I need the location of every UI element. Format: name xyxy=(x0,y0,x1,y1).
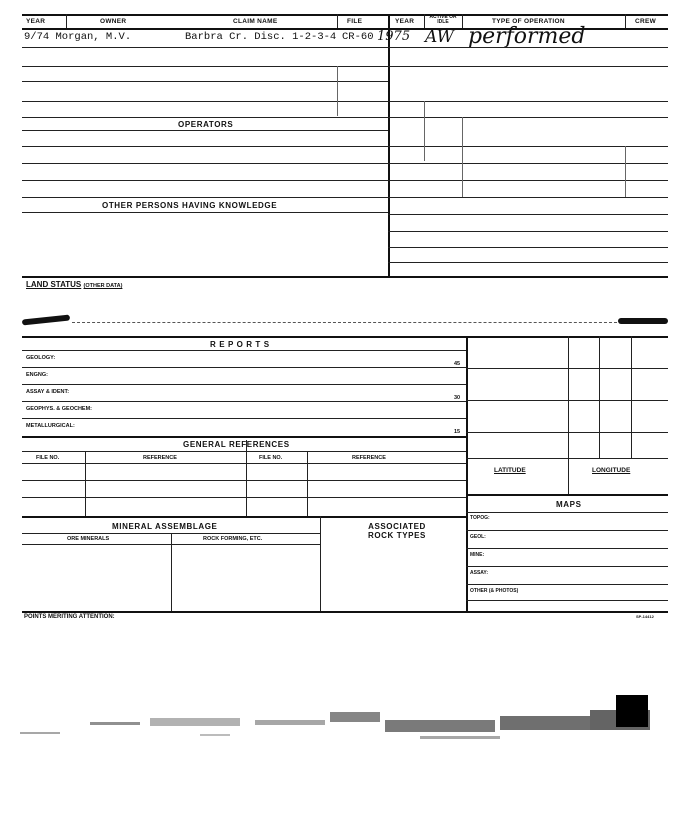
col-tick xyxy=(625,146,626,197)
general-references-title: GENERAL REFERENCES xyxy=(183,440,290,449)
row-rule xyxy=(22,463,466,464)
row-rule xyxy=(22,418,466,419)
top-border xyxy=(22,14,668,16)
gref-reference-2: REFERENCE xyxy=(352,455,386,461)
row-rule xyxy=(466,458,668,459)
report-engng: ENGNG: xyxy=(26,372,48,378)
row-rule xyxy=(388,197,668,198)
gref-reference: REFERENCE xyxy=(143,455,177,461)
reports-title: R E P O R T S xyxy=(210,340,270,349)
row-rule xyxy=(22,436,466,438)
claim-name-entry: Barbra Cr. Disc. 1-2-3-4 xyxy=(185,31,337,43)
row-rule xyxy=(466,494,668,496)
ink-smudge xyxy=(22,315,70,326)
header-claim-name: CLAIM NAME xyxy=(233,18,278,25)
col-sep xyxy=(337,14,338,28)
associated-rock-types-title: ASSOCIATED ROCK TYPES xyxy=(367,522,426,540)
mineral-assemblage-title: MINERAL ASSEMBLAGE xyxy=(112,522,218,531)
row-rule xyxy=(466,512,668,513)
active-handwritten: AW xyxy=(425,27,455,47)
col-tick xyxy=(424,101,425,161)
year-handwritten: 1975 xyxy=(377,29,411,44)
col-sep xyxy=(171,533,172,611)
row-rule xyxy=(388,247,668,248)
row-rule xyxy=(22,101,668,102)
operation-handwritten: performed xyxy=(468,24,586,49)
gref-file-no-2: FILE NO. xyxy=(259,455,283,461)
col-sep xyxy=(424,14,425,28)
col-sep xyxy=(66,14,67,28)
maps-geol: GEOL: xyxy=(470,534,486,540)
row-rule xyxy=(466,548,668,549)
row-rule xyxy=(388,231,668,232)
gref-file-no: FILE NO. xyxy=(36,455,60,461)
reports-top xyxy=(22,336,668,338)
row-rule xyxy=(22,212,388,213)
report-geology: GEOLOGY: xyxy=(26,355,56,361)
report-geophys: GEOPHYS. & GEOCHEM: xyxy=(26,406,93,412)
row-rule xyxy=(388,214,668,215)
ore-minerals-label: ORE MINERALS xyxy=(67,536,110,542)
row-rule xyxy=(22,451,466,452)
maps-assay: ASSAY: xyxy=(470,570,489,576)
header-crew: CREW xyxy=(635,18,657,25)
row-rule xyxy=(22,117,668,118)
col-sep xyxy=(320,516,321,611)
land-status-label xyxy=(26,280,122,289)
bottom-rule xyxy=(22,611,668,613)
maps-mine: MINE: xyxy=(470,552,485,558)
row-rule xyxy=(466,368,668,369)
row-rule xyxy=(466,584,668,585)
points-meriting-attention: POINTS MERITING ATTENTION: xyxy=(24,614,115,620)
row-rule xyxy=(22,47,668,48)
row-rule xyxy=(22,197,388,198)
row-rule xyxy=(22,130,388,131)
row-rule xyxy=(22,401,466,402)
col-tick xyxy=(337,66,338,116)
land-status-sub: (OTHER DATA) xyxy=(83,283,123,289)
col-sep xyxy=(462,14,463,28)
row-rule xyxy=(22,367,466,368)
col-sep xyxy=(85,451,86,516)
dashed-rule xyxy=(72,322,617,323)
header-year-2: YEAR xyxy=(395,18,415,25)
row-rule xyxy=(22,480,466,481)
owner-entry: 9/74 Morgan, M.V. xyxy=(24,31,132,43)
row-rule xyxy=(466,600,668,601)
maps-other: OTHER (& PHOTOS) xyxy=(470,588,519,594)
row-rule xyxy=(22,497,466,498)
land-status-text: LAND STATUS xyxy=(26,280,82,289)
row-rule xyxy=(22,384,466,385)
coord-divider xyxy=(599,336,600,458)
maps-topog: TOPOG: xyxy=(470,515,490,521)
row-rule xyxy=(22,163,668,164)
operators-title: OPERATORS xyxy=(178,120,234,129)
main-divider xyxy=(388,14,390,276)
other-persons-title: OTHER PERSONS HAVING KNOWLEDGE xyxy=(102,201,278,210)
col-tick xyxy=(462,117,463,197)
top-section-bottom xyxy=(22,276,668,278)
form-code: SP-14412 xyxy=(636,614,654,619)
row-rule xyxy=(466,400,668,401)
file-entry: CR-60 xyxy=(342,31,374,43)
row-rule xyxy=(388,262,668,263)
col-sep xyxy=(307,451,308,516)
row-rule xyxy=(466,432,668,433)
col-sep xyxy=(246,440,247,516)
longitude-label: LONGITUDE xyxy=(592,467,631,474)
report-metallurgical: METALLURGICAL: xyxy=(26,423,75,429)
row-rule xyxy=(22,146,668,147)
reports-right-border xyxy=(466,336,468,611)
ink-smudge xyxy=(618,318,668,324)
row-rule xyxy=(466,530,668,531)
scan-noise xyxy=(0,690,678,780)
header-year: YEAR xyxy=(26,18,46,25)
header-owner: OWNER xyxy=(100,18,127,25)
row-rule xyxy=(22,66,668,67)
col-sep xyxy=(625,14,626,28)
row-rule xyxy=(22,81,388,82)
report-assay-num: 30 xyxy=(454,395,461,401)
report-geology-num: 45 xyxy=(454,361,461,367)
report-assay: ASSAY & IDENT: xyxy=(26,389,70,395)
coord-divider xyxy=(631,336,632,458)
row-rule xyxy=(22,350,466,351)
latitude-label: LATITUDE xyxy=(494,467,526,474)
header-file: FILE xyxy=(347,18,363,25)
row-rule xyxy=(22,180,668,181)
row-rule xyxy=(466,566,668,567)
header-active-or-idle: ACTIVE OR IDLE xyxy=(429,14,457,25)
row-rule xyxy=(22,516,466,518)
header-type-of-operation: TYPE OF OPERATION xyxy=(492,18,565,25)
rock-forming-label: ROCK FORMING, ETC. xyxy=(203,536,263,542)
maps-title: MAPS xyxy=(556,500,582,509)
coord-divider xyxy=(568,336,569,494)
report-metallurgical-num: 15 xyxy=(454,429,461,435)
